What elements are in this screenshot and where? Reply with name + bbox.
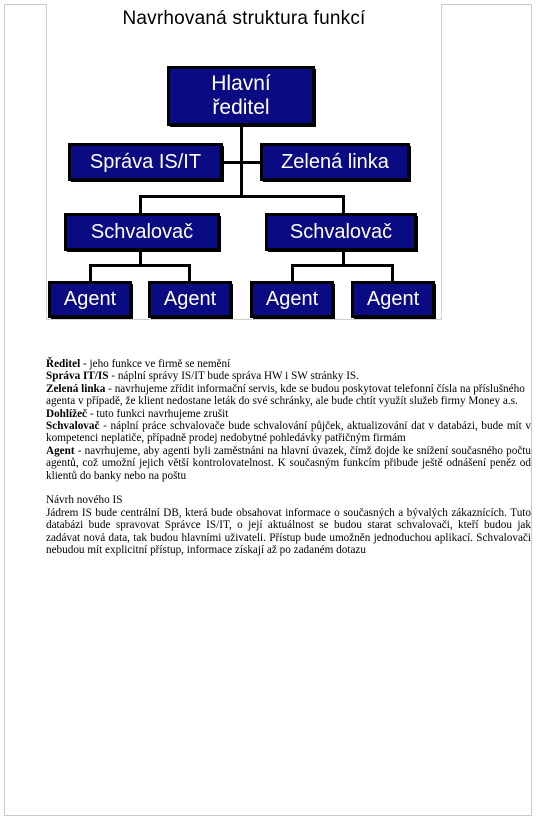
connector-mid-horizontal [223, 161, 263, 164]
connector-left-horizontal [89, 264, 191, 267]
section-paragraph: Jádrem IS bude centrální DB, která bude obsahovat informace o současných a bývalých zákaznících. Tuto databázi bude spravovat Správce IS/IT, o její aktuálnost se budou starat schvalovači, kteří budou jak zadávat nová data, tak budou hlavními uživateli. Přístup bude umožněn jednoduchou aplikací. Schvalovači nebudou mít explicitní přístup, informace získají až po zadaném dotazu [46, 506, 531, 557]
box-agent-4: Agent [352, 282, 434, 317]
section-title: Návrh nového IS [46, 494, 123, 507]
item-schvalovac: Schvalovač - náplní práce schvalovače bude schvalování půjček, aktualizování dat v databázi, bude mít v kompetenci neplatiče, případně prodej nedobytné pohledávky patřičným firmám [46, 420, 531, 445]
item-dohlizec: Dohlížeč - tuto funkci navrhujeme zrušit [46, 407, 229, 420]
connector-right-agent3 [291, 264, 294, 284]
org-chart [46, 4, 442, 320]
item-reditel: Ředitel - jeho funkce ve firmě se nemění [46, 358, 231, 370]
box-schvalovac-right: Schvalovač [266, 214, 416, 250]
box-agent-2: Agent [149, 282, 231, 317]
chart-title: Navrhovaná struktura funkcí [122, 8, 366, 29]
box-schvalovac-left: Schvalovač [65, 214, 219, 250]
item-agent: Agent - navrhujeme, aby agenti byli zaměstnáni na hlavní úvazek, čímž dojde ke snížení současného počtu agentů, což umožní jejich větší kontrolovatelnost. K současným funkcím přibude ještě odnášení peněz od klientů do banky nebo na poštu [46, 444, 531, 482]
box-agent-3: Agent [251, 282, 333, 317]
box-sprava-is-it: Správa IS/IT [69, 144, 222, 180]
item-sprava: Správa IT/IS - náplní správy IS/IT bude správa HW i SW stránky IS. [46, 370, 359, 383]
connector-left-down [139, 195, 142, 215]
connector-left-agent2 [188, 264, 191, 284]
item-zelena: Zelená linka - navrhujeme zřídit informační servis, kde se budou poskytovat telefonní čísla na příslušného agenta v případě, že klient nedostane leták do své schránky, ale bude chtít využít služeb firmy Money a.s. [46, 382, 525, 408]
connector-level2-horizontal [139, 195, 345, 198]
connector-left-agent1 [89, 264, 92, 284]
box-hlavni-reditel [168, 67, 314, 125]
connector-right-agent4 [391, 264, 394, 284]
box-zelena-linka: Zelená linka [261, 144, 409, 180]
description-text [46, 358, 531, 556]
connector-trunk [240, 116, 243, 196]
box-hlavni-reditel-line2: ředitel [212, 96, 270, 119]
connector-right-horizontal [291, 264, 394, 267]
connector-right-down [342, 195, 345, 215]
box-hlavni-reditel-line1: Hlavní [211, 72, 271, 95]
box-agent-1: Agent [49, 282, 131, 317]
